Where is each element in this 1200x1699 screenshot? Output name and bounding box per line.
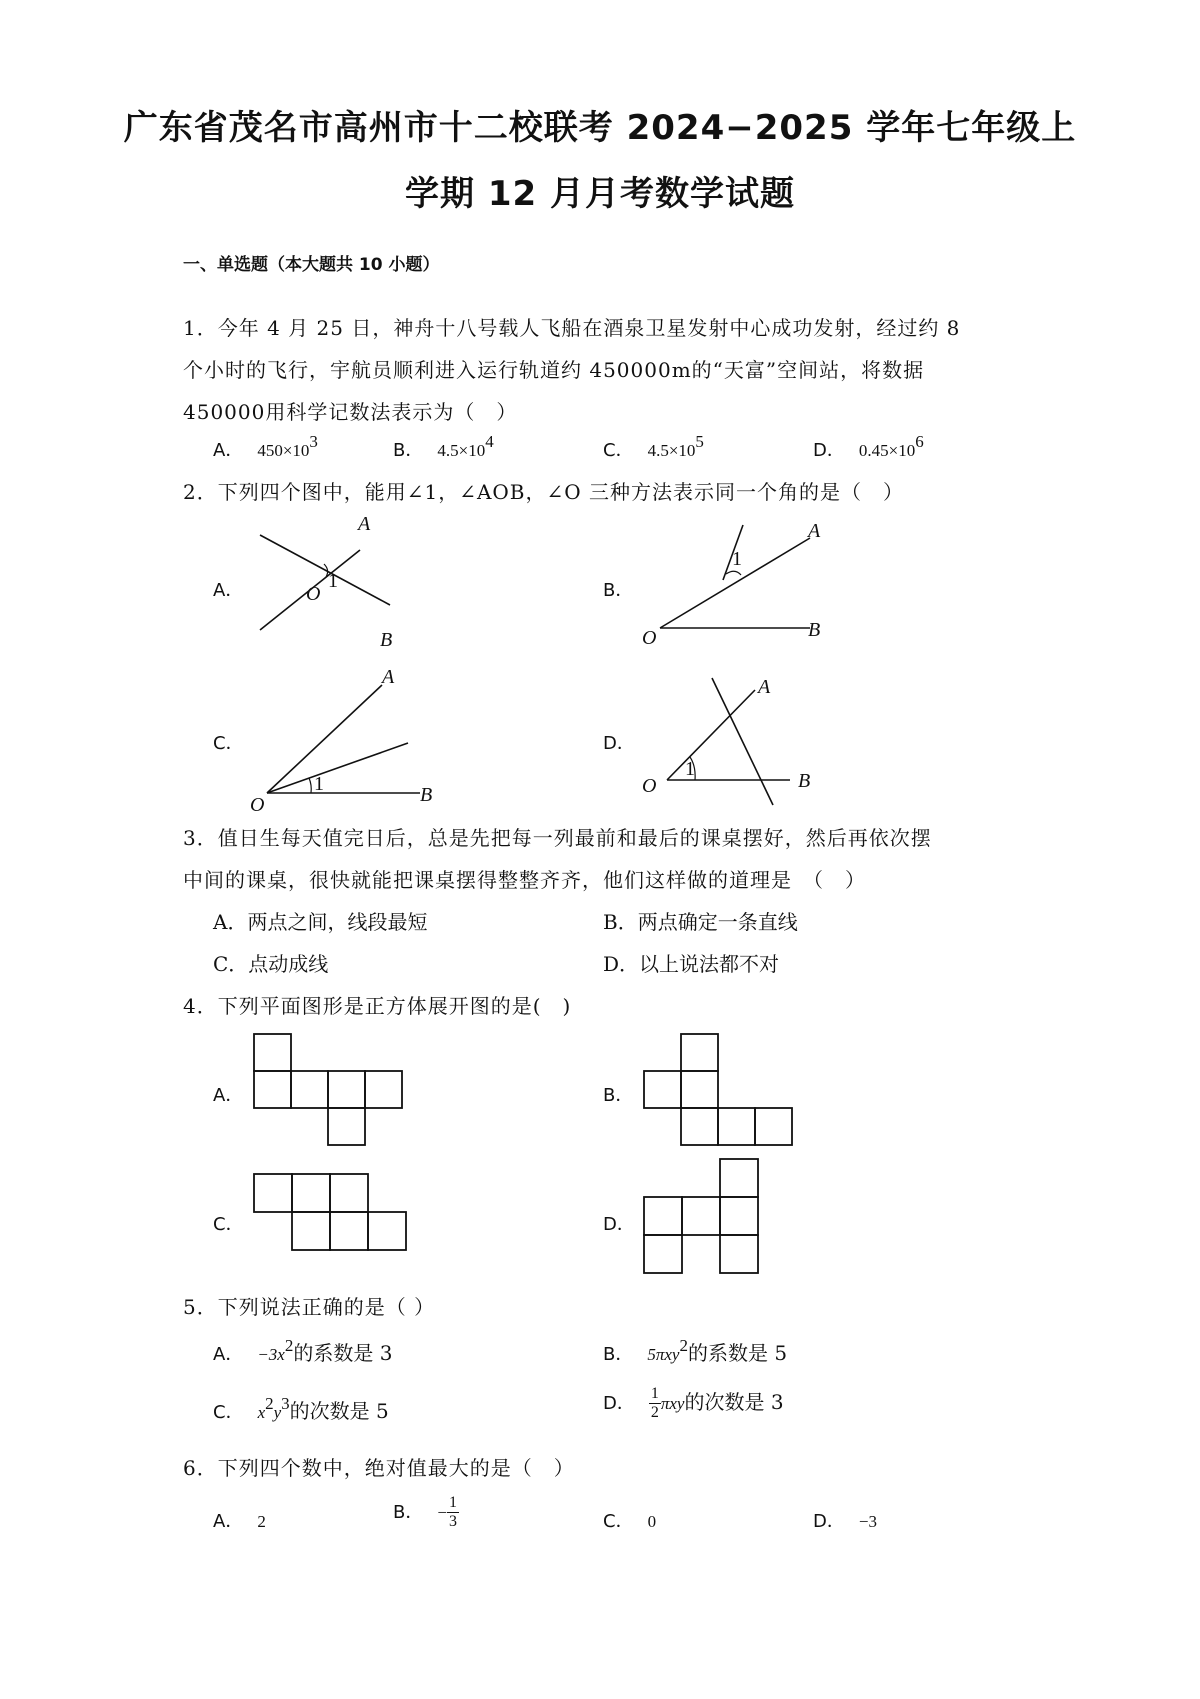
q6-stem: 6．下列四个数中，绝对值最大的是（ ）: [183, 1456, 575, 1480]
q3-option-b[interactable]: B．两点确定一条直线: [603, 910, 798, 934]
q5-option-c[interactable]: [213, 1395, 389, 1424]
angle-label: 1: [314, 773, 324, 795]
q1-line-1: 1．今年 4 月 25 日，神舟十八号载人飞船在酒泉卫星发射中心成功发射，经过约 8: [183, 316, 961, 340]
angle-label: 1: [732, 548, 742, 570]
option-text: 的系数是 5: [687, 1341, 788, 1365]
q2-label-b: B．: [603, 580, 634, 601]
fraction-denominator: 2: [650, 1404, 659, 1421]
angle-label: 1: [328, 570, 338, 592]
option-label: A．: [213, 440, 244, 461]
q4-net-c[interactable]: [250, 1170, 420, 1260]
q2-label-d: D．: [603, 733, 635, 754]
angle-label: 1: [685, 758, 695, 780]
option-label: B．: [393, 440, 424, 461]
option-text: 的系数是 3: [293, 1341, 393, 1365]
fraction-numerator: 1: [448, 1494, 457, 1511]
option-label: C．: [603, 440, 634, 461]
option-expr: 450×10: [257, 441, 310, 460]
option-expr: 0.45×10: [858, 441, 916, 460]
q5-option-b[interactable]: [603, 1337, 787, 1366]
option-value: 0: [647, 1512, 657, 1531]
option-expr: 4.5×10: [437, 441, 486, 460]
q4-net-b[interactable]: [640, 1030, 810, 1150]
q3-option-d[interactable]: D．以上说法都不对: [603, 952, 780, 976]
option-exponent: 3: [281, 1394, 290, 1413]
point-label: A: [758, 676, 771, 698]
q1-option-c[interactable]: [603, 432, 704, 462]
option-exponent: 4: [485, 432, 494, 451]
point-label: O: [306, 583, 321, 605]
point-label: A: [382, 666, 395, 688]
point-label: A: [808, 520, 821, 542]
option-label: B．: [603, 1344, 634, 1365]
q5-option-a[interactable]: [213, 1337, 392, 1366]
option-text: 的次数是 3: [684, 1390, 784, 1414]
point-label: B: [420, 784, 433, 806]
option-label: B．: [393, 1502, 424, 1523]
option-expr: 5πxy: [647, 1345, 680, 1364]
point-label: B: [808, 619, 821, 641]
option-expr: y: [273, 1403, 282, 1422]
option-expr: −3x: [257, 1345, 285, 1364]
fraction: [649, 1385, 661, 1422]
title-line-2: 学期 12 月月考数学试题: [405, 174, 795, 214]
fraction-numerator: 1: [650, 1385, 659, 1402]
option-exponent: 2: [284, 1336, 294, 1355]
q4-label-d: D．: [603, 1214, 635, 1235]
point-label: O: [250, 794, 265, 816]
q2-figure-c[interactable]: [230, 665, 450, 815]
q3-option-c[interactable]: C．点动成线: [213, 952, 329, 976]
q2-figure-b[interactable]: [630, 510, 850, 660]
section-heading: 一、单选题（本大题共 10 小题）: [183, 255, 440, 275]
q5-option-d[interactable]: [603, 1385, 784, 1422]
q5-stem: 5．下列说法正确的是（ ）: [183, 1295, 436, 1319]
q2-stem: 2．下列四个图中，能用∠1，∠AOB，∠O 三种方法表示同一个角的是（ ）: [183, 480, 905, 504]
option-label: A．: [213, 1344, 244, 1365]
q6-option-b[interactable]: [393, 1494, 459, 1531]
option-exponent: 3: [309, 432, 318, 451]
option-value: 2: [257, 1512, 266, 1531]
q4-net-d[interactable]: [640, 1155, 770, 1280]
point-label: O: [642, 775, 657, 797]
option-exponent: 2: [679, 1336, 688, 1355]
point-label: O: [642, 627, 657, 649]
fraction-denominator: 3: [448, 1513, 457, 1530]
q1-line-3: 450000用科学记数法表示为（ ）: [183, 400, 518, 424]
point-label: B: [380, 629, 393, 651]
option-label: C．: [603, 1511, 634, 1532]
q1-line-2: 个小时的飞行，宇航员顺利进入运行轨道约 450000m的“天富”空间站，将数据: [183, 358, 925, 382]
point-label: B: [798, 770, 811, 792]
option-expr: x: [257, 1403, 266, 1422]
q4-label-c: C．: [213, 1214, 244, 1235]
q6-option-a[interactable]: [213, 1507, 266, 1533]
q1-option-b[interactable]: [393, 432, 494, 462]
title-line-1: 广东省茂名市高州市十二校联考 2024−2025 学年七年级上: [123, 108, 1077, 148]
q3-line-2: 中间的课桌，很快就能把课桌摆得整整齐齐，他们这样做的道理是 （ ）: [183, 868, 866, 892]
q3-option-a[interactable]: A．两点之间，线段最短: [213, 910, 428, 934]
option-sign: −: [437, 1503, 447, 1522]
option-expr: πxy: [660, 1394, 685, 1413]
q6-option-d[interactable]: [813, 1507, 877, 1533]
fraction: [447, 1494, 459, 1531]
point-label: A: [358, 513, 371, 535]
option-label: A．: [213, 1511, 244, 1532]
q2-label-c: C．: [213, 733, 244, 754]
option-label: D．: [813, 1511, 845, 1532]
option-expr: 4.5×10: [647, 441, 696, 460]
q6-option-c[interactable]: [603, 1507, 656, 1533]
q2-label-a: A．: [213, 580, 244, 601]
option-exponent: 6: [915, 432, 924, 451]
option-exponent: 5: [695, 432, 704, 451]
option-value: −3: [858, 1512, 877, 1531]
option-exponent: 2: [265, 1394, 274, 1413]
q1-option-d[interactable]: [813, 432, 924, 462]
option-label: D．: [603, 1393, 635, 1414]
q2-figure-a[interactable]: [230, 510, 430, 660]
q3-line-1: 3．值日生每天值完日后，总是先把每一列最前和最后的课桌摆好，然后再依次摆: [183, 826, 932, 850]
option-label: C．: [213, 1402, 244, 1423]
q1-option-a[interactable]: [213, 432, 318, 462]
q4-net-a[interactable]: [250, 1030, 410, 1150]
option-label: D．: [813, 440, 845, 461]
q4-stem: 4．下列平面图形是正方体展开图的是( ): [183, 994, 572, 1018]
option-text: 的次数是 5: [289, 1399, 389, 1423]
q2-figure-d[interactable]: [630, 665, 850, 815]
q4-label-a: A．: [213, 1085, 244, 1106]
q4-label-b: B．: [603, 1085, 634, 1106]
